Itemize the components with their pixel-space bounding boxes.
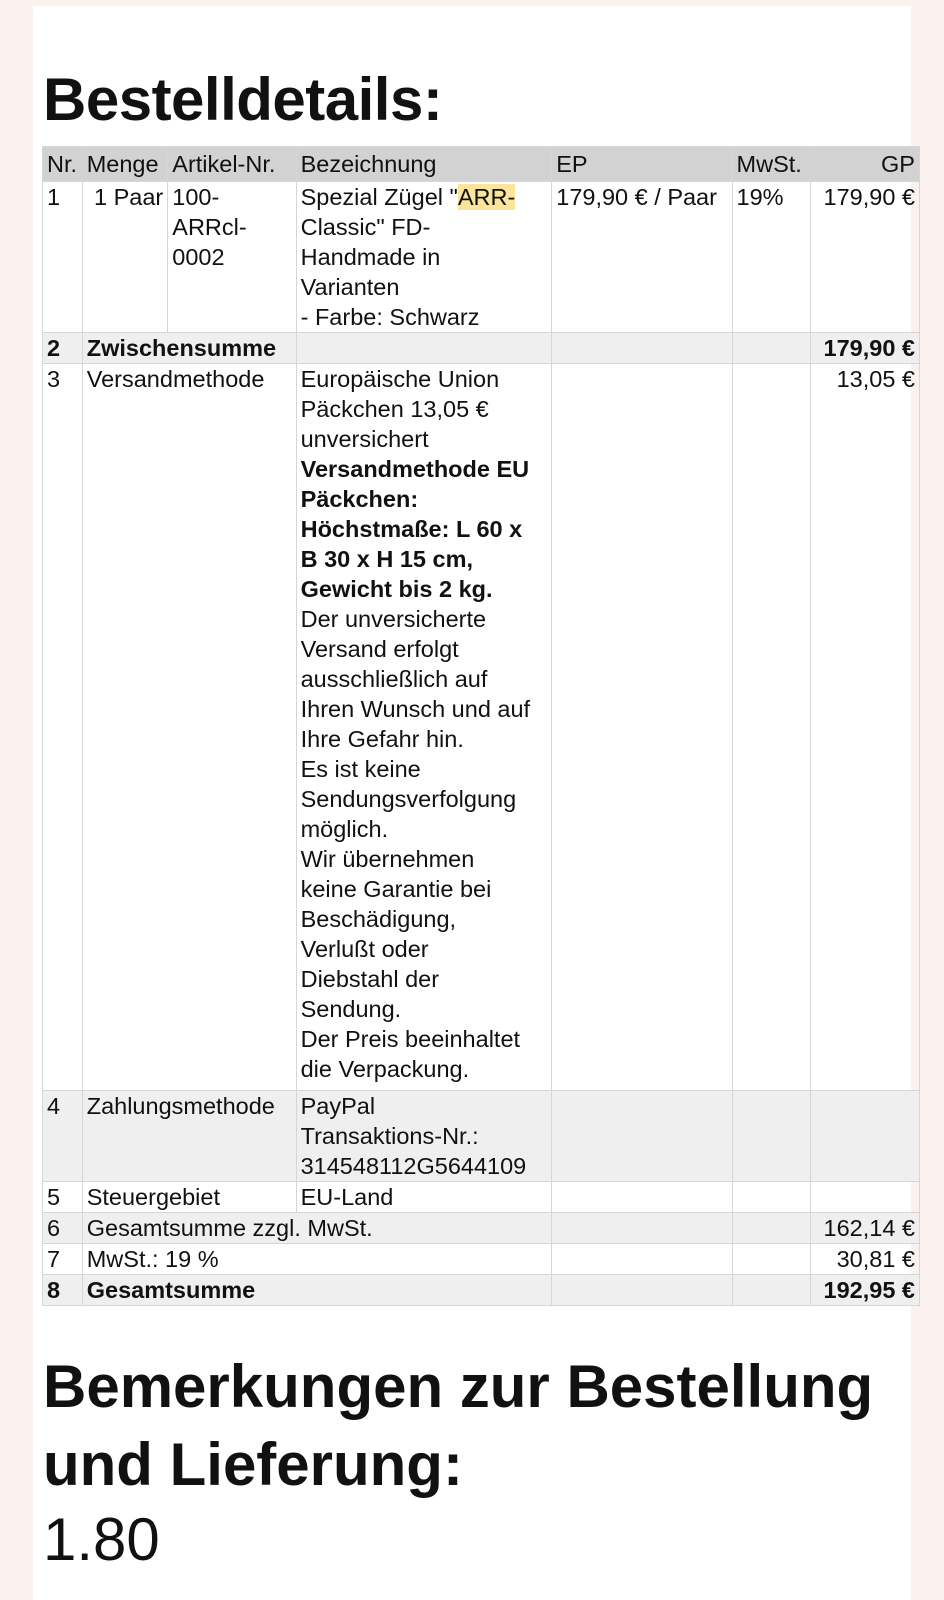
tax-region-nr: 5 xyxy=(43,1182,83,1213)
desc-line: Classic" FD- xyxy=(300,214,431,240)
text-line: möglich. xyxy=(300,816,389,842)
subtotal-label: Zwischensumme xyxy=(82,333,296,364)
table-row-shipping xyxy=(43,364,920,1091)
text-line: PayPal xyxy=(300,1093,376,1119)
subtotal-nr: 2 xyxy=(43,333,83,364)
col-header-mwst: MwSt. xyxy=(732,147,810,182)
item-vat-rate: 19% xyxy=(732,182,810,333)
order-details-title: Bestelldetails: xyxy=(43,66,443,133)
table-row-total xyxy=(43,1275,920,1306)
text-line: Transaktions-Nr.: xyxy=(300,1123,479,1149)
shipping-nr: 3 xyxy=(43,364,83,1091)
item-quantity: 1 Paar xyxy=(82,182,168,333)
vat-nr: 7 xyxy=(43,1244,83,1275)
text-line: Verlußt oder xyxy=(300,936,429,962)
total-net-nr: 6 xyxy=(43,1213,83,1244)
text-line-bold: Päckchen: xyxy=(300,486,419,512)
text-line: ausschließlich auf xyxy=(300,666,488,692)
table-header-row xyxy=(43,147,920,182)
col-header-artikel: Artikel-Nr. xyxy=(168,147,296,182)
item-unit-price: 179,90 € / Paar xyxy=(552,182,732,333)
col-header-bezeichnung: Bezeichnung xyxy=(296,147,552,182)
text-line: die Verpackung. xyxy=(300,1056,470,1082)
text-line-bold: Höchstmaße: L 60 x xyxy=(300,516,523,542)
text-line: keine Garantie bei xyxy=(300,876,492,902)
table-row-payment xyxy=(43,1091,920,1182)
text-line: Sendungsverfolgung xyxy=(300,786,517,812)
text-line: Ihren Wunsch und auf xyxy=(300,696,531,722)
shipping-amount: 13,05 € xyxy=(810,364,919,1091)
text-line-bold: Versandmethode EU xyxy=(300,456,530,482)
table-row-item xyxy=(43,182,920,333)
vat-label: MwSt.: 19 % xyxy=(82,1244,552,1275)
shipping-description xyxy=(296,364,552,1091)
table-row-subtotal xyxy=(43,333,920,364)
article-line: 100- xyxy=(172,184,220,210)
vat-amount: 30,81 € xyxy=(810,1244,919,1275)
payment-details xyxy=(296,1091,552,1182)
desc-line xyxy=(301,182,548,212)
text-line: Der unversicherte xyxy=(300,606,487,632)
tax-region-value: EU-Land xyxy=(296,1182,552,1213)
table-row-total-net xyxy=(43,1213,920,1244)
col-header-gp: GP xyxy=(810,147,919,182)
remarks-title: Bemerkungen zur Bestellung und Lieferung: xyxy=(43,1353,874,1498)
remarks-value: 1.80 xyxy=(43,1506,160,1573)
col-header-menge: Menge xyxy=(82,147,168,182)
desc-prefix: Spezial Zügel " xyxy=(300,184,458,210)
total-nr: 8 xyxy=(43,1275,83,1306)
item-article-number xyxy=(168,182,296,333)
text-line: Beschädigung, xyxy=(300,906,457,932)
transaction-number: 314548112G5644109 xyxy=(300,1153,527,1179)
col-header-nr: Nr. xyxy=(43,147,83,182)
text-line: unversichert xyxy=(300,426,429,452)
col-header-ep: EP xyxy=(552,147,732,182)
text-line: Der Preis beeinhaltet xyxy=(300,1026,521,1052)
text-line: Ihre Gefahr hin. xyxy=(300,726,464,752)
table-row-tax-region xyxy=(43,1182,920,1213)
total-label: Gesamtsumme xyxy=(82,1275,552,1306)
search-highlight: ARR- xyxy=(457,184,516,210)
text-line-bold: B 30 x H 15 cm, xyxy=(300,546,474,572)
text-line: Es ist keine xyxy=(300,756,421,782)
article-line: ARRcl- xyxy=(172,214,247,240)
order-details-table xyxy=(42,146,920,1306)
text-line: Päckchen 13,05 € xyxy=(300,396,489,422)
item-nr: 1 xyxy=(43,182,83,333)
total-net-amount: 162,14 € xyxy=(810,1213,919,1244)
desc-line: - Farbe: Schwarz xyxy=(300,304,480,330)
item-total-price: 179,90 € xyxy=(810,182,919,333)
document-page xyxy=(33,6,915,1600)
text-line: Wir übernehmen xyxy=(300,846,475,872)
text-line: Europäische Union xyxy=(300,366,500,392)
text-line: Versand erfolgt xyxy=(300,636,459,662)
desc-line: Handmade in xyxy=(300,244,441,270)
text-line: Sendung. xyxy=(300,996,402,1022)
total-amount: 192,95 € xyxy=(810,1275,919,1306)
tax-region-label: Steuergebiet xyxy=(82,1182,296,1213)
article-line: 0002 xyxy=(172,244,225,270)
item-description xyxy=(296,182,552,333)
desc-line: Varianten xyxy=(300,274,400,300)
payment-label: Zahlungsmethode xyxy=(82,1091,296,1182)
total-net-label: Gesamtsumme zzgl. MwSt. xyxy=(82,1213,552,1244)
payment-nr: 4 xyxy=(43,1091,83,1182)
subtotal-amount: 179,90 € xyxy=(810,333,919,364)
table-row-vat xyxy=(43,1244,920,1275)
text-line-bold: Gewicht bis 2 kg. xyxy=(300,576,493,602)
shipping-label: Versandmethode xyxy=(82,364,296,1091)
text-line: Diebstahl der xyxy=(300,966,440,992)
